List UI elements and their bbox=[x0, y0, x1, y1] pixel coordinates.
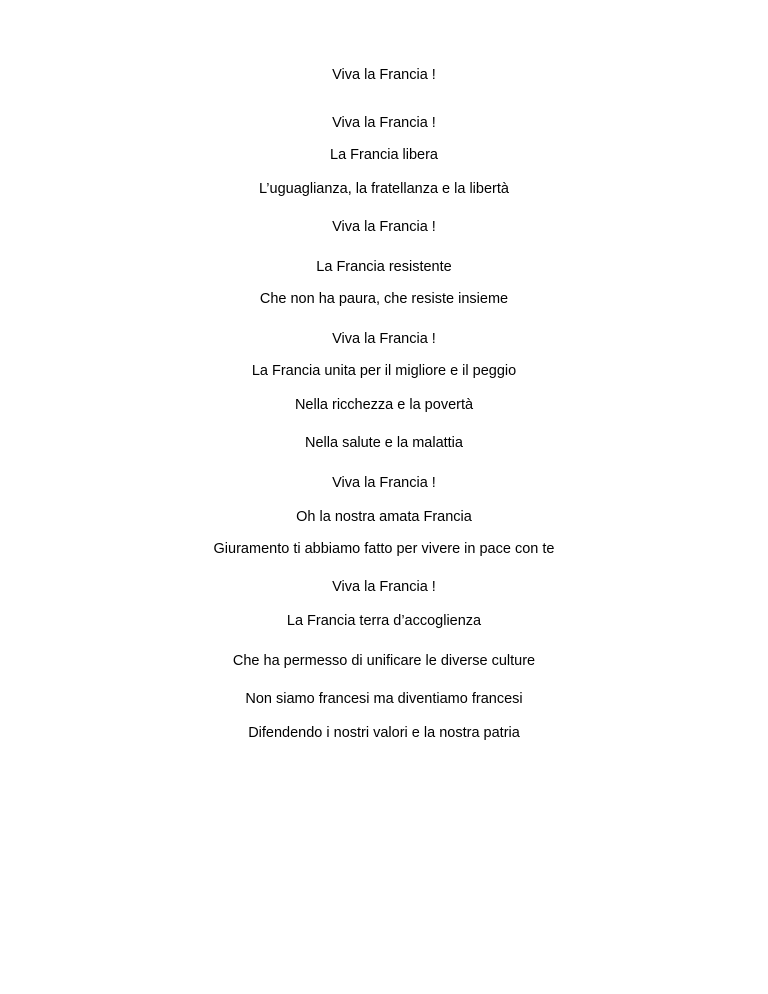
poem-line: Nella salute e la malattia bbox=[305, 435, 463, 451]
poem-line: La Francia terra d’accoglienza bbox=[286, 613, 482, 629]
poem-line: Viva la Francia ! bbox=[332, 579, 436, 595]
poem-line: Non siamo francesi ma diventiamo francesi bbox=[245, 691, 523, 707]
poem-line: La Francia libera bbox=[330, 147, 438, 163]
poem-line: Viva la Francia ! bbox=[332, 331, 436, 347]
poem-line: La Francia unita per il migliore e il peggio bbox=[251, 363, 517, 379]
poem-line: Che non ha paura, che resiste insieme bbox=[259, 291, 509, 307]
poem-line: Viva la Francia ! bbox=[332, 219, 436, 235]
poem-line: Viva la Francia ! bbox=[332, 67, 436, 83]
poem-line: Che ha permesso di unificare le diverse culture bbox=[232, 653, 536, 669]
poem-line: Viva la Francia ! bbox=[332, 115, 436, 131]
poem-line: L’uguaglianza, la fratellanza e la libertà bbox=[259, 181, 509, 197]
poem-line: Difendendo i nostri valori e la nostra patria bbox=[248, 725, 520, 741]
poem-line: La Francia resistente bbox=[316, 259, 452, 275]
poem-line: Oh la nostra amata Francia bbox=[296, 509, 472, 525]
poem-line: Viva la Francia ! bbox=[332, 475, 436, 491]
poem-line: Nella ricchezza e la povertà bbox=[294, 397, 474, 413]
poem-line: Giuramento ti abbiamo fatto per vivere in pace con te bbox=[213, 541, 555, 557]
